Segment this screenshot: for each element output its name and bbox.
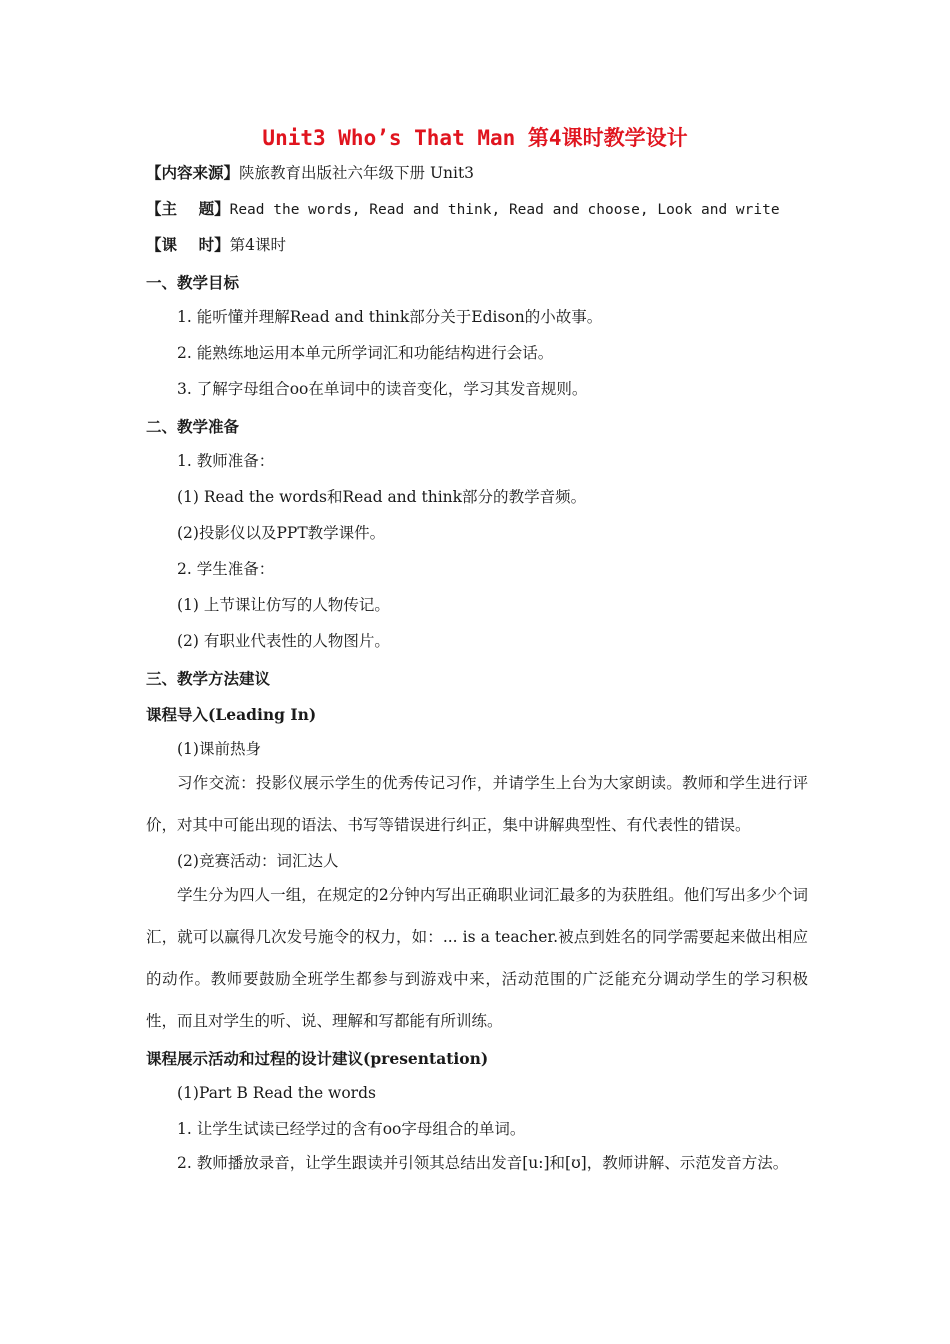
meta-topic (146, 199, 780, 220)
warmup-label: (1)课前热身 (177, 740, 261, 758)
prep-item: 1. 教师准备： (177, 452, 275, 470)
warmup-paragraph: 习作交流：投影仪展示学生的优秀传记习作，并请学生上台为大家朗读。教师和学生进行评价，对其中可能出现的语法、书写等错误进行纠正，集中讲解典型性、有代表性的错误。 (146, 774, 808, 834)
meta-period-value: 第4课时 (229, 236, 286, 254)
goal-item: 1. 能听懂并理解Read and think部分关于Edison的小故事。 (177, 308, 603, 326)
prep-item: (2)投影仪以及PPT教学课件。 (177, 524, 386, 542)
meta-source (146, 163, 474, 183)
section-heading-goals: 一、教学目标 (146, 273, 240, 292)
meta-topic-value: Read the words, Read and think, Read and choose, Look and write (229, 202, 780, 218)
meta-source-label: 【内容来源】 (146, 163, 240, 182)
goal-item: 2. 能熟练地运用本单元所学词汇和功能结构进行会话。 (177, 344, 554, 362)
section-heading-methods: 三、教学方法建议 (146, 669, 271, 688)
game-paragraph: 学生分为四人一组，在规定的2分钟内写出正确职业词汇最多的为获胜组。他们写出多少个词汇，就可以赢得几次发号施令的权力，如：... is a teacher.被点到姓名的同学需要起来做出相应的动作。教师要鼓励全班学生都参与到游戏中来，活动范围的广泛能充分调动学生的学习积极性，而且对学生的听、说、理解和写都能有所训练。 (146, 886, 808, 1030)
section-heading-prep: 二、教学准备 (146, 417, 240, 436)
meta-period (146, 235, 286, 255)
prep-item: (1) 上节课让仿写的人物传记。 (177, 596, 390, 614)
step-paragraph: 2. 教师播放录音，让学生跟读并引领其总结出发音[u:]和[ʊ]，教师讲解、示范发音方法。 (177, 1154, 789, 1172)
prep-item: (1) Read the words和Read and think部分的教学音频。 (177, 488, 587, 506)
meta-period-label: 【课 时】 (146, 235, 230, 254)
subheading-presentation: 课程展示活动和过程的设计建议(presentation) (146, 1049, 489, 1068)
game-label: (2)竞赛活动：词汇达人 (177, 852, 339, 870)
subheading-leading-in: 课程导入(Leading In) (146, 705, 317, 724)
meta-topic-label: 【主 题】 (146, 199, 230, 218)
goal-item: 3. 了解字母组合oo在单词中的读音变化，学习其发音规则。 (177, 380, 588, 398)
document-title: Unit3 Who’s That Man 第4课时教学设计 (262, 126, 688, 150)
meta-source-value: 陕旅教育出版社六年级下册 Unit3 (239, 164, 475, 182)
partb-label: (1)Part B Read the words (177, 1084, 376, 1102)
prep-item: 2. 学生准备： (177, 560, 275, 578)
step-item: 1. 让学生试读已经学过的含有oo字母组合的单词。 (177, 1120, 526, 1138)
prep-item: (2) 有职业代表性的人物图片。 (177, 632, 390, 650)
